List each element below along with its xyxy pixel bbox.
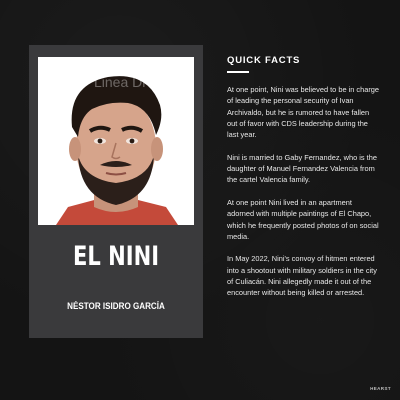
fact-paragraph: At one point, Nini was believed to be in charge of leading the personal security of Ivan Archivaldo, but he is rumored to have fallen out of favor with CDS leadership during the last year. — [227, 85, 380, 140]
quick-facts-list — [227, 84, 381, 310]
photo-watermark: Linea Di — [94, 74, 146, 90]
portrait-image — [38, 57, 194, 225]
heading-divider — [227, 71, 249, 73]
fact-paragraph: In May 2022, Nini's convoy of hitmen entered into a shootout with military soldiers in the city of Culiacán. Nini allegedly made it out of the encounter without being killed or arrested. — [227, 254, 377, 298]
fact-paragraph: Nini is married to Gaby Fernandez, who is the daughter of Manuel Fernandez Valencia from the cartel Valencia family. — [227, 152, 377, 185]
brand-logo: HEARST — [370, 386, 391, 391]
mugshot-photo — [38, 57, 194, 225]
fact-paragraph: At one point Nini lived in an apartment adorned with multiple paintings of El Chapo, which he frequently posted photos of on social media. — [227, 197, 379, 241]
profile-name: EL NINI — [72, 241, 160, 272]
profile-card — [29, 45, 203, 338]
profile-full-name: NÉSTOR ISIDRO GARCÍA — [67, 301, 165, 312]
quick-facts-heading: QUICK FACTS — [227, 55, 301, 66]
